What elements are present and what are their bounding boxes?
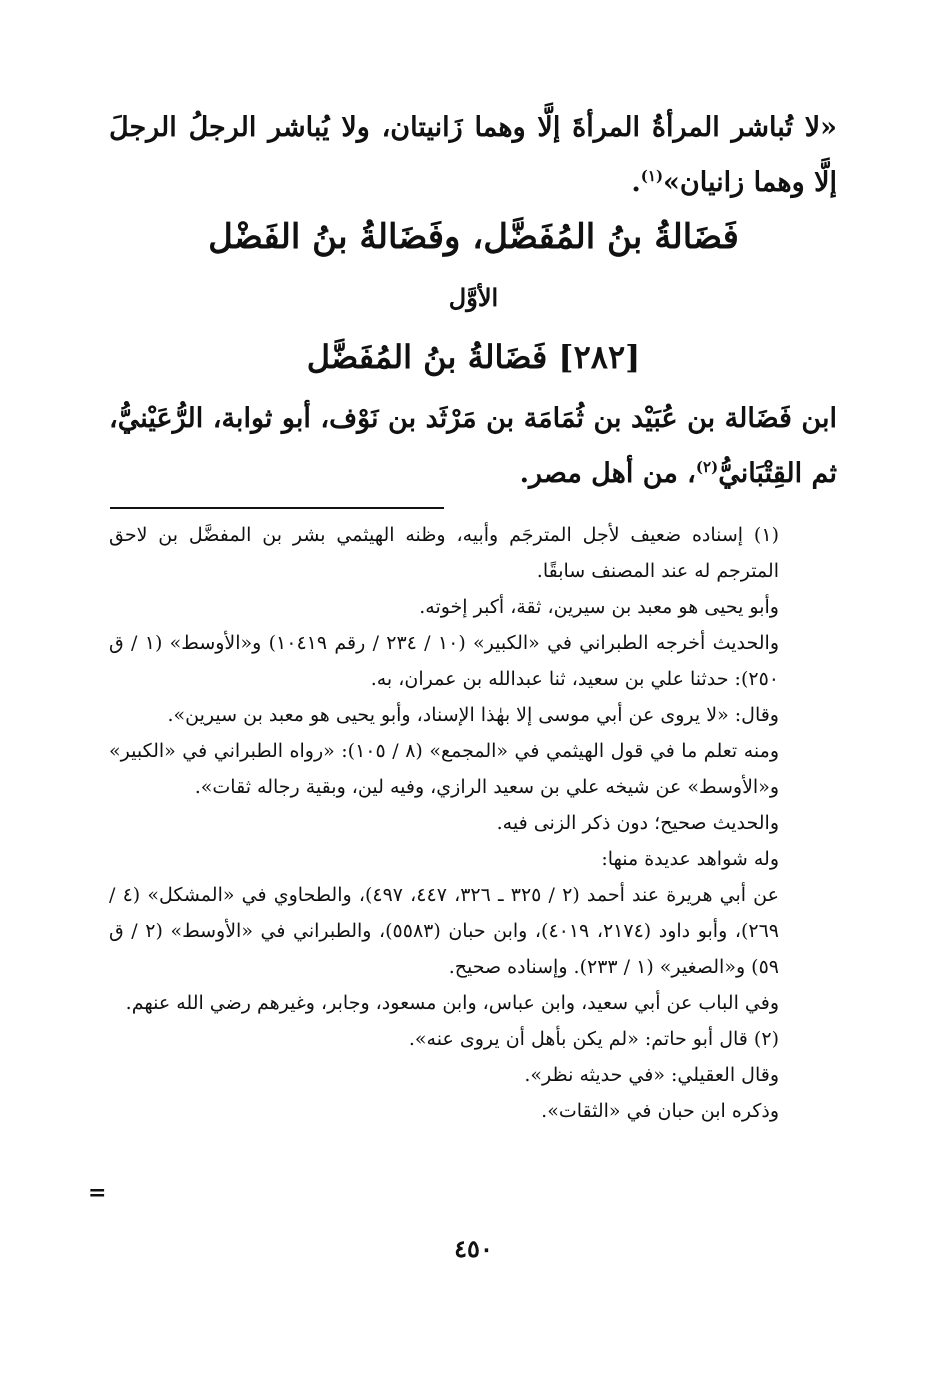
entry-heading: [٢٨٢] فَضَالةُ بنُ المُفَضَّل <box>306 338 641 376</box>
footnote-ref-2[interactable]: (٢) <box>695 458 719 476</box>
footnotes <box>109 517 837 1129</box>
entry-text <box>109 395 837 498</box>
footnote-1: (١) إسناده ضعيف لأجل المترجَم وأبيه، وظنه الهيثمي بشر بن المفضَّل بن لاحق المترجم له عند المصنف سابقًا. <box>109 524 779 582</box>
footnote-1-e: والحديث صحيح؛ دون ذكر الزنى فيه. <box>496 812 779 834</box>
footnote-separator <box>110 507 444 509</box>
footnote-1-c: وقال: «لا يروى عن أبي موسى إلا بهٰذا الإسناد، وأبو يحيى هو معبد بن سيرين». <box>167 704 779 726</box>
footnote-ref-1[interactable]: (١) <box>640 167 664 185</box>
entry-text-part2: ، من أهل مصر. <box>519 458 696 489</box>
continuation-mark: = <box>88 1180 107 1206</box>
hadith-text <box>109 104 837 207</box>
footnote-1-a: وأبو يحيى هو معبد بن سيرين، ثقة، أكبر إخوته. <box>419 596 779 618</box>
footnote-2-b: وذكره ابن حبان في «الثقات». <box>541 1100 779 1122</box>
footnote-1-f: وله شواهد عديدة منها: <box>601 848 779 870</box>
hadith-quote: «لا تُباشر المرأةُ المرأةَ إلَّا وهما زَانيتان، ولا يُباشر الرجلُ الرجلَ إلَّا وهما زانيان» <box>109 112 837 198</box>
footnote-2-a: وقال العقيلي: «في حديثه نظر». <box>524 1064 779 1086</box>
footnote-1-h: وفي الباب عن أبي سعيد، وابن عباس، وابن مسعود، وجابر، وغيرهم رضي الله عنهم. <box>125 992 779 1014</box>
section-title: فَضَالةُ بنُ المُفَضَّل، وفَضَالةُ بنُ الفَضْل <box>208 217 739 257</box>
hadith-end: . <box>631 167 641 198</box>
footnote-2: (٢) قال أبو حاتم: «لم يكن بأهل أن يروى عنه». <box>408 1028 779 1050</box>
entry-text-part1: ابن فَضَالة بن عُبَيْد بن ثُمَامَة بن مَرْثَد بن نَوْف، أبو ثوابة، الرُّعَيْنيُّ، ثم القِتْبَانيُّ <box>109 403 837 489</box>
section-subtitle: الأوَّل <box>448 283 499 312</box>
footnote-1-d: ومنه تعلم ما في قول الهيثمي في «المجمع» (٨ / ١٠٥): «رواه الطبراني في «الكبير» و«الأوسط» عن شيخه علي بن سعيد الرازي، وفيه لين، وبقية رجاله ثقات». <box>109 740 779 798</box>
page-number: ٤٥٠ <box>454 1234 493 1263</box>
footnote-1-b: والحديث أخرجه الطبراني في «الكبير» (١٠ / ٢٣٤ / رقم ١٠٤١٩) و«الأوسط» (١ / ق ٢٥٠): حدثنا علي بن سعيد، ثنا عبدالله بن عمران، به. <box>109 632 780 690</box>
footnote-1-g: عن أبي هريرة عند أحمد (٢ / ٣٢٥ ـ ٣٢٦، ٤٤٧، ٤٩٧)، والطحاوي في «المشكل» (٤ / ٢٦٩)، وأبو داود (٢١٧٤، ٤٠١٩)، وابن حبان (٥٥٨٣)، والطبراني في «الأوسط» (٢ / ق ٥٩) و«الصغير» (١ / ٢٣٣). وإسناده صحيح. <box>109 884 779 978</box>
